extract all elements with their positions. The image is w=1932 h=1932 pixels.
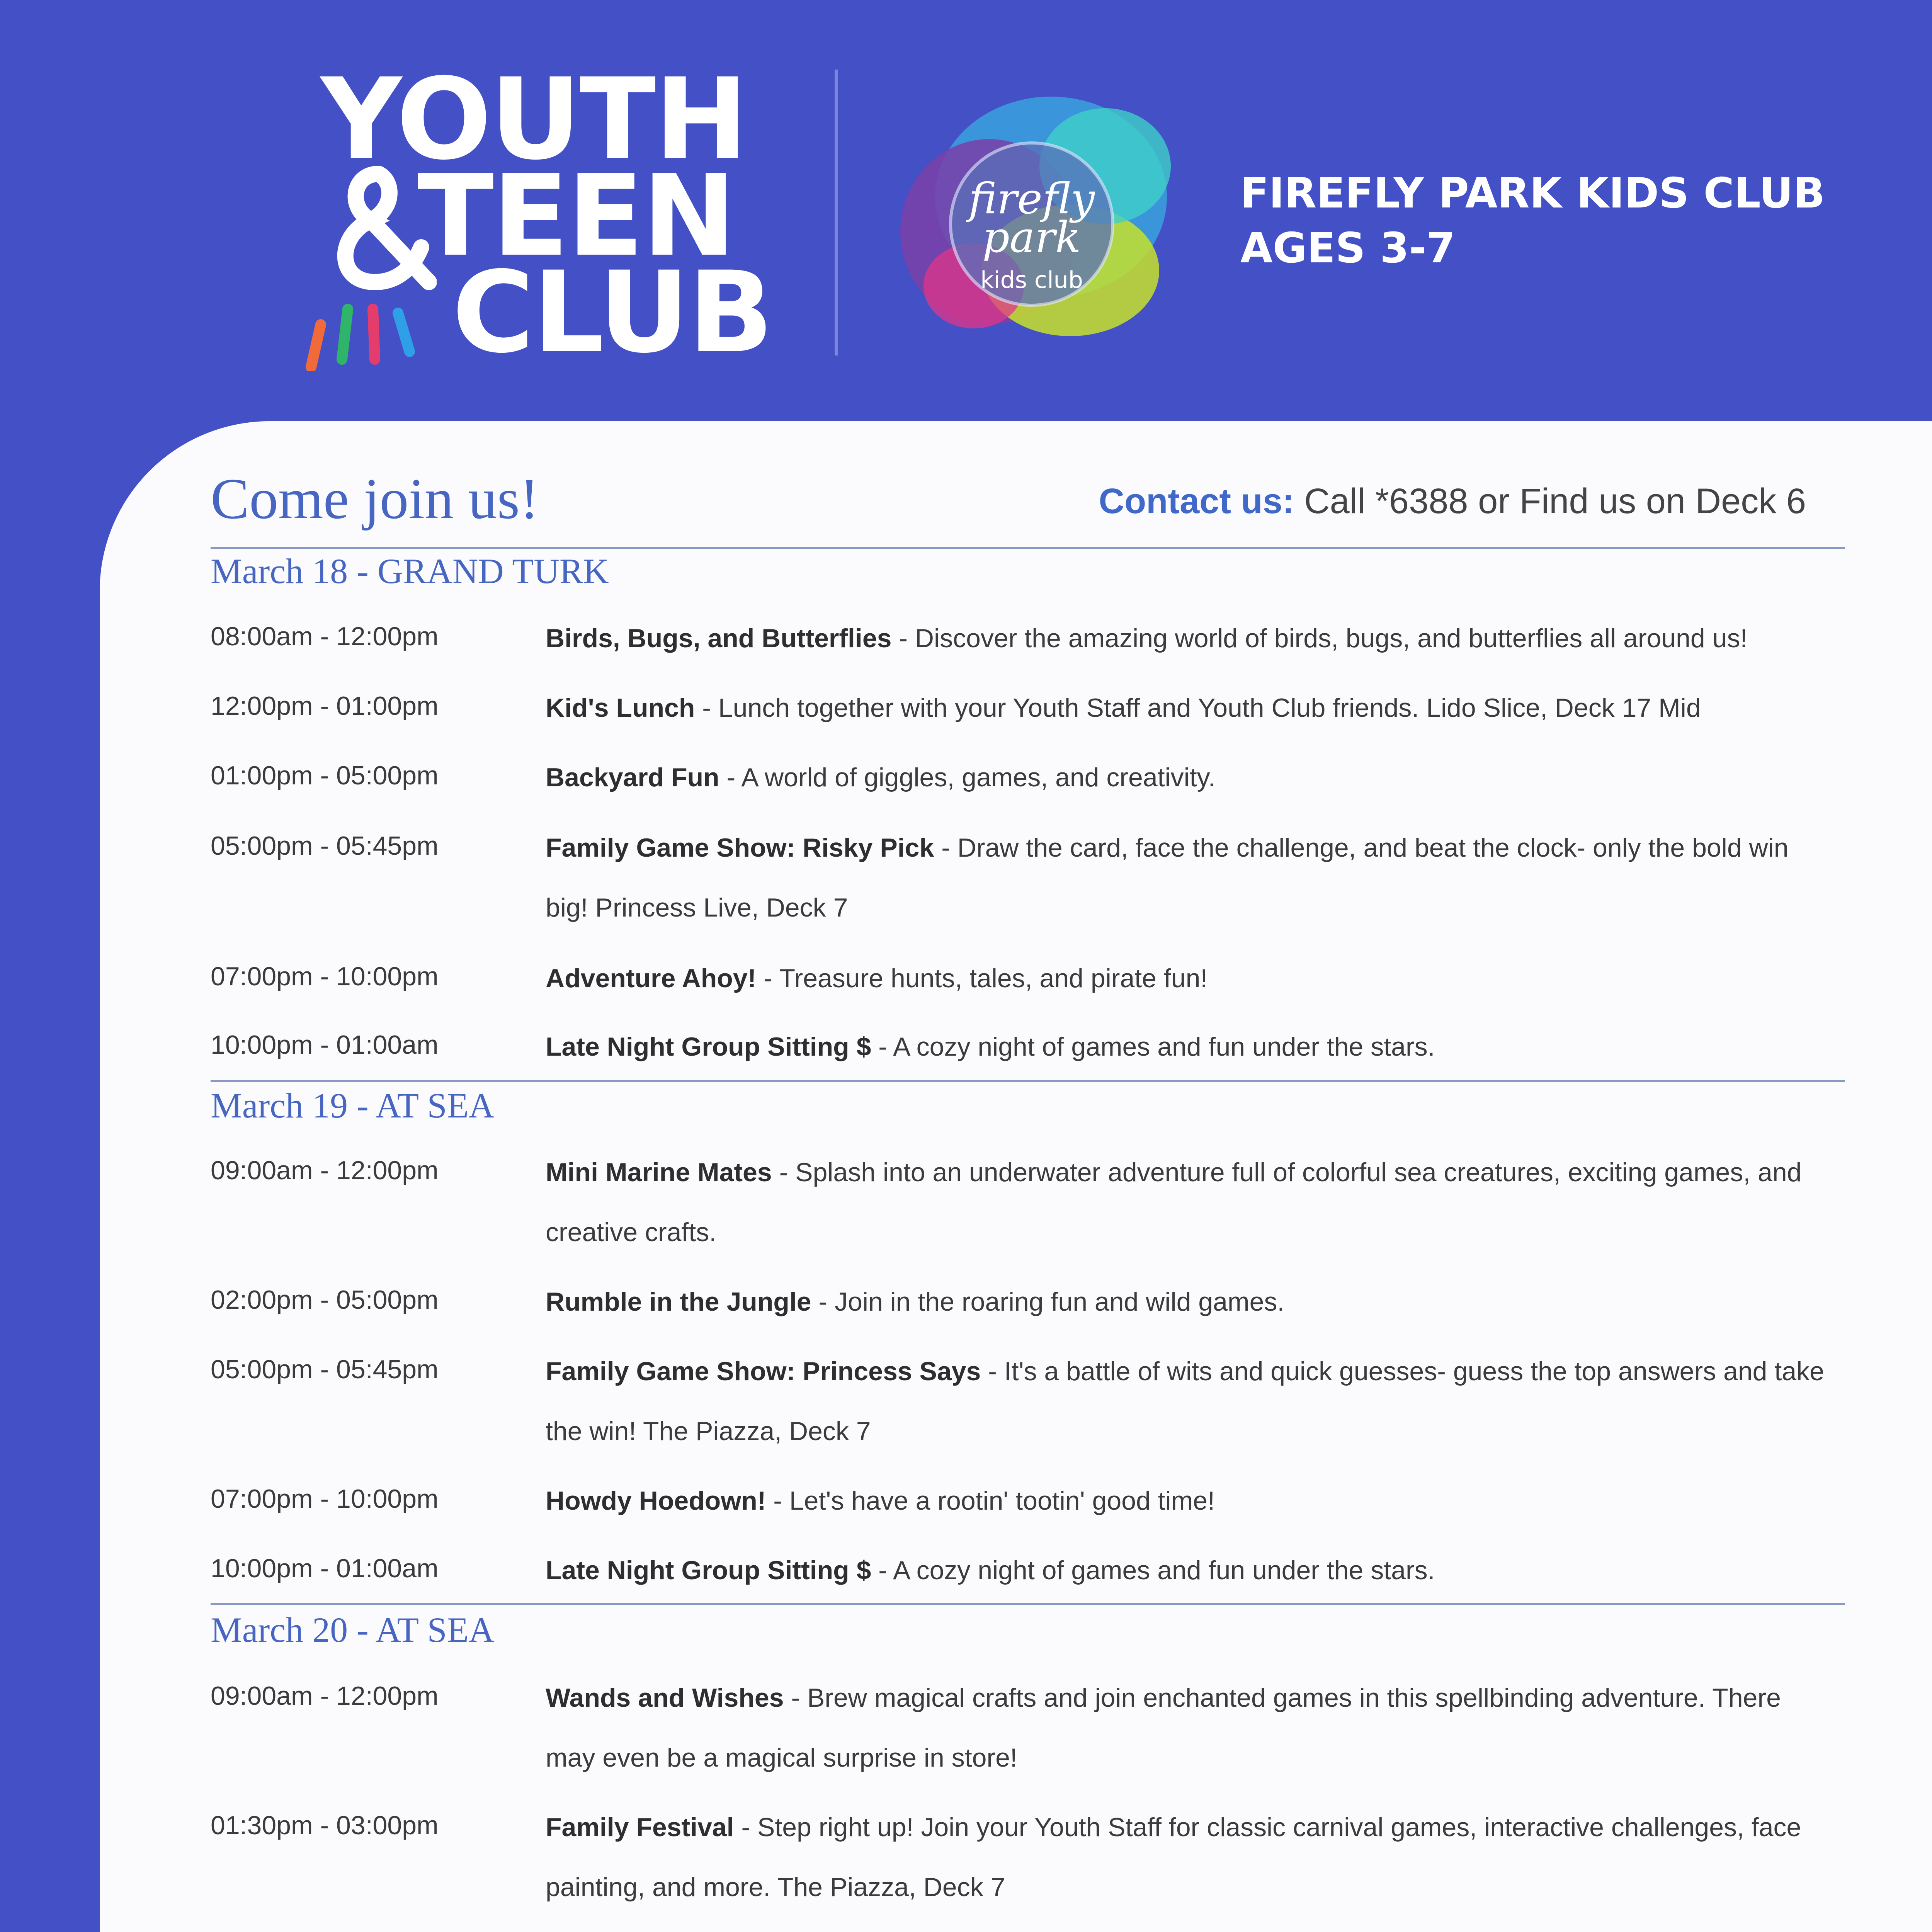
event-time: 10:00pm - 01:00am [211,1554,439,1583]
event-title: Howdy Hoedown! [546,1486,766,1515]
contact-info [1099,481,1806,522]
youth-teen-club-logo [305,54,772,378]
day-heading: March 18 - GRAND TURK [211,551,609,591]
event-text: - Draw the card, face the challenge, and beat the clock- only the bold win big! Princess Live, Deck 7 [546,833,1789,922]
event-title: Late Night Group Sitting $ [546,1032,871,1061]
event-description [546,1798,1832,1917]
event-text: - A cozy night of games and fun under the stars. [871,1032,1435,1061]
page-heading: Come join us! [211,467,539,531]
event-time: 09:00am - 12:00pm [211,1156,439,1185]
event-description [546,609,1832,668]
day-heading: March 19 - AT SEA [211,1086,495,1125]
event-text: - It's a battle of wits and quick guesses- guess the top answers and take the win! The Piazza, Deck 7 [546,1357,1824,1446]
brand-line-teen: TEEN [417,151,735,281]
event-time: 10:00pm - 01:00am [211,1030,439,1060]
event-time: 01:00pm - 05:00pm [211,761,439,790]
event-description [546,1668,1832,1788]
event-title: Adventure Ahoy! [546,964,757,993]
event-description [546,1926,1832,1932]
event-time: 02:00pm - 05:00pm [211,1285,439,1315]
event-text: - Step right up! Join your Youth Staff for classic carnival games, interactive challenges, face painting, and more. The Piazza, Deck 7 [546,1813,1801,1902]
logo-text-kids-club: kids club [980,267,1083,294]
event-title: Late Night Group Sitting $ [546,1556,871,1585]
event-description [546,1143,1832,1262]
event-time: 09:00am - 12:00pm [211,1681,439,1711]
event-description [546,748,1832,808]
event-text: - Lunch together with your Youth Staff and Youth Club friends. Lido Slice, Deck 17 Mid [695,693,1701,723]
event-description [546,1342,1832,1461]
event-time: 01:30pm - 03:00pm [211,1811,439,1840]
event-text: - Let's have a rootin' tootin' good time! [766,1486,1215,1515]
event-description [546,1541,1832,1600]
event-description [546,678,1832,738]
club-name: FIREFLY PARK KIDS CLUB [1240,169,1825,218]
event-time: 08:00am - 12:00pm [211,622,439,651]
day-heading: March 20 - AT SEA [211,1610,495,1650]
event-title: Birds, Bugs, and Butterflies [546,624,892,653]
event-title: Family Festival [546,1813,734,1842]
event-text: - Join in the roaring fun and wild games. [811,1287,1285,1316]
header-divider [835,70,838,355]
firefly-park-logo [889,70,1175,363]
event-text: - A cozy night of games and fun under the stars. [871,1556,1435,1585]
event-text: - A world of giggles, games, and creativity. [719,763,1216,792]
event-description [546,1017,1832,1077]
event-description [546,1471,1832,1531]
brand-line-club: CLUB [452,248,772,378]
event-title: Kid's Lunch [546,693,695,723]
event-title: Rumble in the Jungle [546,1287,811,1316]
contact-text: Call *6388 or Find us on Deck 6 [1304,481,1806,521]
contact-label: Contact us: [1099,481,1294,521]
event-description [546,949,1832,1009]
event-description [546,1272,1832,1332]
event-time: 12:00pm - 01:00pm [211,691,439,721]
event-title: Family Game Show: Princess Says [546,1357,981,1386]
event-title: Mini Marine Mates [546,1158,772,1187]
section-divider [211,547,1845,549]
event-title: Wands and Wishes [546,1683,784,1713]
logo-text-firefly: firefly [968,174,1095,223]
event-title: Backyard Fun [546,763,719,792]
event-text: - Brew magical crafts and join enchanted games in this spellbinding adventure. There may even be a magical surprise in store! [546,1683,1781,1772]
section-divider [211,1080,1845,1082]
event-text: - Splash into an underwater adventure full of colorful sea creatures, exciting games, and creative crafts. [546,1158,1802,1247]
event-time: 05:00pm - 05:45pm [211,1355,439,1384]
event-description [546,818,1832,938]
section-divider [211,1603,1845,1605]
event-time: 07:00pm - 10:00pm [211,962,439,991]
event-text: - Treasure hunts, tales, and pirate fun! [756,964,1208,993]
logo-text-park: park [982,213,1081,262]
brand-line-youth: YOUTH [321,54,747,185]
event-title: Family Game Show: Risky Pick [546,833,934,862]
club-ages: AGES 3-7 [1240,224,1456,272]
club-title [1240,166,1825,276]
event-time: 05:00pm - 05:45pm [211,831,439,861]
color-rays-icon [305,294,433,371]
event-text: - Discover the amazing world of birds, bugs, and butterflies all around us! [891,624,1748,653]
event-time: 07:00pm - 10:00pm [211,1484,439,1514]
